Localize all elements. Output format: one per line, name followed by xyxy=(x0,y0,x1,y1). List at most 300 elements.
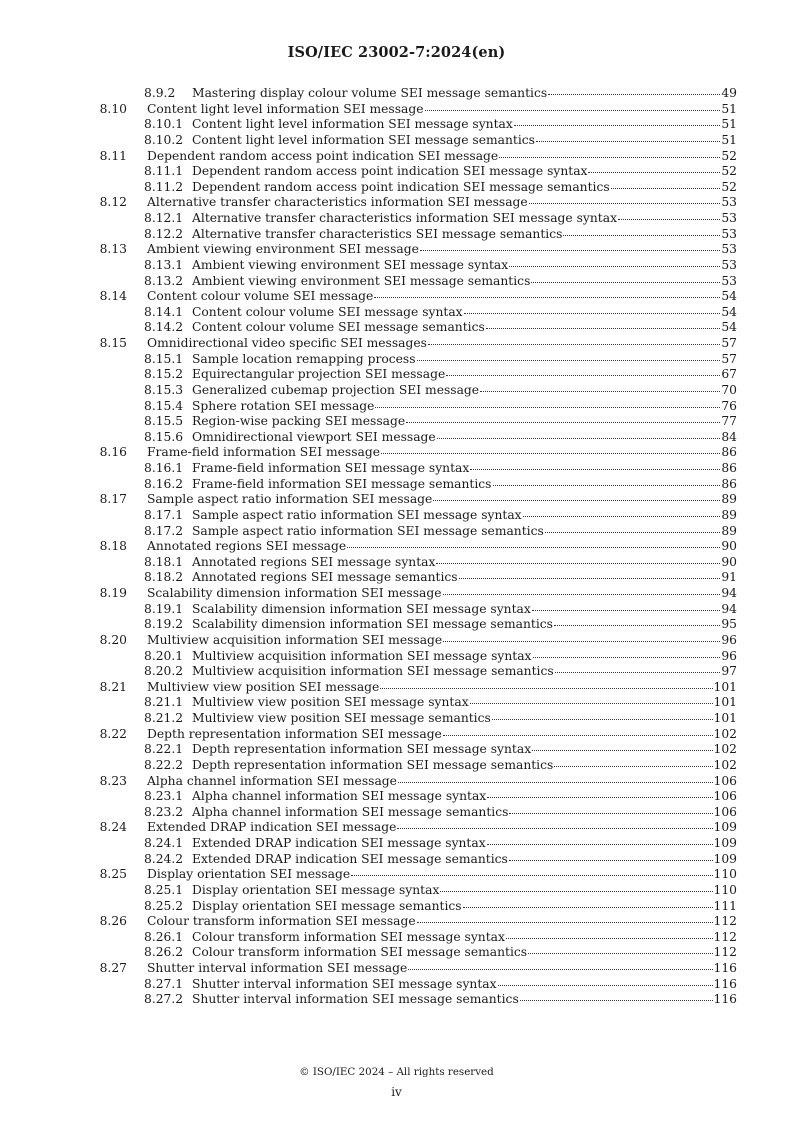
toc-entry-title: Multiview view position SEI message semantics xyxy=(192,711,491,725)
toc-page-number: 116 xyxy=(713,976,737,991)
toc-section-number: 8.11 xyxy=(99,148,127,163)
toc-entry[interactable] xyxy=(0,430,793,446)
toc-subsection-number: 8.27.2 xyxy=(144,992,184,1007)
toc-entry-body xyxy=(144,180,737,196)
toc-entry-title: Equirectangular projection SEI message xyxy=(192,367,446,382)
toc-entry-body xyxy=(147,633,737,649)
toc-dot-leader xyxy=(509,812,712,814)
toc-entry-body xyxy=(147,867,737,883)
toc-page-number: 101 xyxy=(713,695,737,710)
toc-subsection-number: 8.15.3 xyxy=(144,382,184,397)
toc-entry-title: Region-wise packing SEI message xyxy=(192,414,406,429)
toc-page-number: 54 xyxy=(721,320,737,335)
toc-entry-title: Content colour volume SEI message semantics xyxy=(192,320,485,335)
toc-entry[interactable] xyxy=(0,711,793,727)
toc-entry-body xyxy=(147,336,737,352)
toc-section-number: 8.27 xyxy=(99,961,127,975)
toc-page-number: 116 xyxy=(713,992,737,1007)
toc-entry[interactable] xyxy=(0,555,793,571)
toc-entry[interactable] xyxy=(0,758,793,774)
toc-section-number: 8.14 xyxy=(99,289,127,304)
toc-subsection-number: 8.25.2 xyxy=(144,898,184,913)
toc-entry-body xyxy=(147,445,737,461)
toc-subsection-number: 8.17.2 xyxy=(144,523,184,538)
toc-entry[interactable] xyxy=(0,336,793,352)
toc-dot-leader xyxy=(408,968,712,970)
toc-dot-leader xyxy=(563,234,720,236)
toc-entry-body xyxy=(144,461,737,477)
toc-page-number: 77 xyxy=(721,414,737,429)
toc-entry[interactable] xyxy=(0,836,793,852)
toc-entry-title: Content light level information SEI message syntax xyxy=(192,117,513,132)
toc-subsection-number: 8.13.1 xyxy=(144,257,184,272)
toc-entry-body xyxy=(144,555,737,571)
toc-entry-body xyxy=(147,102,737,118)
toc-entry-body xyxy=(144,320,737,336)
toc-entry[interactable] xyxy=(0,242,793,258)
toc-entry[interactable] xyxy=(0,539,793,555)
toc-entry[interactable] xyxy=(0,899,793,915)
toc-page-number: 86 xyxy=(721,476,737,491)
toc-subsection-number: 8.12.1 xyxy=(144,211,184,225)
toc-entry-body xyxy=(144,258,737,274)
toc-dot-leader xyxy=(618,218,720,220)
toc-entry[interactable] xyxy=(0,508,793,524)
toc-entry-title: Sphere rotation SEI message xyxy=(192,398,375,413)
toc-page-number: 106 xyxy=(713,804,737,819)
toc-entry-title: Dependent random access point indication SEI message semantics xyxy=(192,179,610,194)
toc-entry-title: Scalability dimension information SEI message semantics xyxy=(192,617,553,632)
toc-entry-body xyxy=(144,133,737,149)
toc-entry[interactable] xyxy=(0,383,793,399)
toc-dot-leader xyxy=(528,952,712,954)
table-of-contents xyxy=(0,86,793,1008)
toc-page-number: 54 xyxy=(721,289,737,304)
toc-dot-leader xyxy=(464,312,721,314)
toc-dot-leader xyxy=(533,656,721,658)
toc-subsection-number: 8.15.2 xyxy=(144,367,184,382)
toc-entry-body xyxy=(144,992,737,1008)
toc-entry[interactable] xyxy=(0,477,793,493)
toc-entry[interactable] xyxy=(0,992,793,1008)
toc-entry-title: Content light level information SEI message xyxy=(147,101,424,116)
toc-page-number: 112 xyxy=(713,929,737,944)
toc-page-number: 53 xyxy=(721,226,737,241)
toc-entry[interactable] xyxy=(0,492,793,508)
toc-entry[interactable] xyxy=(0,867,793,883)
toc-entry[interactable] xyxy=(0,914,793,930)
toc-entry[interactable] xyxy=(0,820,793,836)
toc-dot-leader xyxy=(529,202,721,204)
toc-entry-title: Alpha channel information SEI message xyxy=(147,773,397,788)
toc-entry[interactable] xyxy=(0,570,793,586)
toc-entry[interactable] xyxy=(0,367,793,383)
toc-page-number: 111 xyxy=(713,898,737,913)
toc-page-number: 67 xyxy=(721,367,737,382)
toc-dot-leader xyxy=(536,140,720,142)
toc-entry[interactable] xyxy=(0,133,793,149)
toc-subsection-number: 8.16.2 xyxy=(144,476,184,491)
toc-entry[interactable] xyxy=(0,524,793,540)
toc-dot-leader xyxy=(347,546,720,548)
toc-page-number: 51 xyxy=(721,117,737,132)
toc-entry-title: Alpha channel information SEI message semantics xyxy=(192,804,509,819)
toc-entry-title: Colour transform information SEI message syntax xyxy=(192,929,505,944)
toc-page-number: 51 xyxy=(721,101,737,116)
toc-entry-title: Multiview view position SEI message syntax xyxy=(192,695,469,710)
toc-entry[interactable] xyxy=(0,789,793,805)
toc-entry[interactable] xyxy=(0,320,793,336)
toc-page-number: 94 xyxy=(721,586,737,600)
toc-entry[interactable] xyxy=(0,852,793,868)
toc-entry[interactable] xyxy=(0,945,793,961)
toc-entry-body xyxy=(144,649,737,665)
toc-entry-title: Scalability dimension information SEI message xyxy=(147,586,442,600)
toc-entry[interactable] xyxy=(0,633,793,649)
toc-entry-title: Multiview acquisition information SEI message semantics xyxy=(192,664,554,679)
toc-section-number: 8.15 xyxy=(99,336,127,350)
toc-entry-title: Dependent random access point indication SEI message syntax xyxy=(192,164,588,179)
toc-page-number: 96 xyxy=(721,632,737,647)
toc-section-number: 8.16 xyxy=(99,445,127,460)
toc-entry-body xyxy=(144,477,737,493)
toc-entry-body xyxy=(144,352,737,368)
toc-dot-leader xyxy=(532,609,721,611)
copyright-notice: © ISO/IEC 2024 – All rights reserved xyxy=(299,1066,494,1078)
toc-entry[interactable] xyxy=(0,164,793,180)
toc-page-number: 86 xyxy=(721,461,737,475)
toc-entry-body xyxy=(144,758,737,774)
toc-dot-leader xyxy=(555,671,721,673)
toc-subsection-number: 8.14.2 xyxy=(144,320,184,335)
toc-section-number: 8.21 xyxy=(99,679,127,694)
toc-entry[interactable] xyxy=(0,149,793,165)
toc-page-number: 89 xyxy=(721,492,737,507)
toc-entry-title: Display orientation SEI message xyxy=(147,867,351,882)
toc-entry[interactable] xyxy=(0,274,793,290)
toc-subsection-number: 8.19.2 xyxy=(144,617,184,632)
toc-dot-leader xyxy=(611,187,721,189)
toc-page-number: 101 xyxy=(713,711,737,725)
toc-entry-body xyxy=(144,836,737,852)
toc-entry-body xyxy=(144,211,737,227)
toc-dot-leader xyxy=(487,796,712,798)
toc-entry[interactable] xyxy=(0,289,793,305)
toc-entry-title: Ambient viewing environment SEI message xyxy=(147,242,419,257)
toc-entry-body xyxy=(144,508,737,524)
toc-entry[interactable] xyxy=(0,977,793,993)
toc-page-number: 76 xyxy=(721,398,737,413)
toc-dot-leader xyxy=(443,640,720,642)
toc-entry[interactable] xyxy=(0,399,793,415)
toc-entry[interactable] xyxy=(0,211,793,227)
toc-entry-body xyxy=(147,492,737,508)
toc-dot-leader xyxy=(425,109,721,111)
toc-dot-leader xyxy=(440,890,712,892)
toc-entry-title: Ambient viewing environment SEI message semantics xyxy=(192,273,531,288)
toc-page-number: 101 xyxy=(713,679,737,694)
toc-dot-leader xyxy=(545,531,721,533)
toc-entry-body xyxy=(144,617,737,633)
toc-page-number: 53 xyxy=(721,273,737,288)
toc-subsection-number: 8.22.1 xyxy=(144,742,184,757)
toc-page-number: 52 xyxy=(721,148,737,163)
toc-entry-body xyxy=(147,727,737,743)
toc-subsection-number: 8.26.1 xyxy=(144,929,184,944)
toc-dot-leader xyxy=(486,327,721,329)
toc-page-number: 106 xyxy=(713,773,737,788)
toc-entry[interactable] xyxy=(0,602,793,618)
toc-entry[interactable] xyxy=(0,195,793,211)
toc-section-number: 8.12 xyxy=(99,195,127,210)
toc-entry-body xyxy=(147,242,737,258)
toc-entry-title: Extended DRAP indication SEI message xyxy=(147,820,397,835)
toc-dot-leader xyxy=(470,468,720,470)
toc-dot-leader xyxy=(443,593,721,595)
toc-entry-title: Display orientation SEI message semantics xyxy=(192,898,462,913)
toc-entry-body xyxy=(144,602,737,618)
toc-entry-title: Colour transform information SEI message semantics xyxy=(192,945,528,960)
toc-dot-leader xyxy=(446,374,720,376)
toc-dot-leader xyxy=(499,156,720,158)
toc-entry[interactable] xyxy=(0,352,793,368)
toc-entry-title: Extended DRAP indication SEI message syntax xyxy=(192,836,486,850)
toc-dot-leader xyxy=(554,624,720,626)
toc-section-number: 8.26 xyxy=(99,914,127,929)
toc-subsection-number: 8.20.2 xyxy=(144,664,184,679)
toc-entry[interactable] xyxy=(0,617,793,633)
toc-entry-body xyxy=(144,117,737,133)
toc-page-number: 84 xyxy=(721,429,737,444)
toc-entry[interactable] xyxy=(0,414,793,430)
toc-page-number: 110 xyxy=(713,867,737,882)
toc-dot-leader xyxy=(509,859,713,861)
toc-entry-title: Content colour volume SEI message xyxy=(147,289,374,304)
toc-subsection-number: 8.11.2 xyxy=(144,179,184,194)
toc-dot-leader xyxy=(437,437,721,439)
toc-dot-leader xyxy=(381,452,720,454)
toc-dot-leader xyxy=(374,296,720,298)
toc-page-number: 57 xyxy=(721,351,737,366)
toc-dot-leader xyxy=(417,921,713,923)
toc-entry-title: Alternative transfer characteristics SEI message semantics xyxy=(192,226,563,241)
toc-entry[interactable] xyxy=(0,774,793,790)
toc-entry-body xyxy=(144,852,737,868)
toc-page-number: 112 xyxy=(713,945,737,960)
toc-entry-title: Annotated regions SEI message xyxy=(147,539,347,554)
toc-dot-leader xyxy=(554,765,712,767)
toc-entry-body xyxy=(147,774,737,790)
toc-page-number: 49 xyxy=(721,86,737,100)
toc-entry-title: Frame-field information SEI message semantics xyxy=(192,476,492,491)
toc-entry-body xyxy=(144,945,737,961)
toc-subsection-number: 8.21.2 xyxy=(144,711,184,725)
toc-page-number: 86 xyxy=(721,445,737,460)
toc-page-number: 110 xyxy=(713,882,737,897)
toc-subsection-number: 8.9.2 xyxy=(144,86,176,100)
toc-page-number: 89 xyxy=(721,523,737,538)
toc-entry-body xyxy=(144,399,737,415)
toc-page-number: 57 xyxy=(721,336,737,350)
toc-dot-leader xyxy=(548,93,720,95)
toc-entry-title: Ambient viewing environment SEI message syntax xyxy=(192,257,509,272)
toc-page-number: 112 xyxy=(713,914,737,929)
toc-entry[interactable] xyxy=(0,805,793,821)
page-number: iv xyxy=(391,1085,402,1099)
toc-entry-title: Depth representation information SEI message syntax xyxy=(192,742,532,757)
toc-entry[interactable] xyxy=(0,695,793,711)
toc-entry[interactable] xyxy=(0,180,793,196)
toc-entry[interactable] xyxy=(0,930,793,946)
toc-page-number: 94 xyxy=(721,601,737,616)
toc-entry-title: Alternative transfer characteristics information SEI message syntax xyxy=(192,211,618,225)
toc-page-number: 90 xyxy=(721,539,737,554)
toc-page-number: 96 xyxy=(721,648,737,663)
toc-entry-body xyxy=(144,383,737,399)
toc-entry[interactable] xyxy=(0,742,793,758)
toc-entry-title: Multiview acquisition information SEI message xyxy=(147,632,443,647)
toc-entry-title: Alternative transfer characteristics information SEI message xyxy=(147,195,528,210)
toc-page-number: 102 xyxy=(713,757,737,772)
toc-page-number: 109 xyxy=(713,851,737,866)
toc-dot-leader xyxy=(492,718,713,720)
toc-dot-leader xyxy=(470,702,713,704)
toc-entry-title: Omnidirectional video specific SEI messages xyxy=(147,336,427,350)
toc-entry-title: Generalized cubemap projection SEI message xyxy=(192,382,480,397)
toc-entry-title: Shutter interval information SEI message xyxy=(147,961,408,975)
toc-dot-leader xyxy=(463,906,713,908)
toc-entry[interactable] xyxy=(0,86,793,102)
toc-entry[interactable] xyxy=(0,883,793,899)
toc-entry-body xyxy=(144,430,737,446)
toc-subsection-number: 8.26.2 xyxy=(144,945,184,960)
toc-section-number: 8.13 xyxy=(99,242,127,257)
toc-entry-title: Annotated regions SEI message syntax xyxy=(192,554,436,569)
toc-subsection-number: 8.23.2 xyxy=(144,804,184,819)
toc-subsection-number: 8.22.2 xyxy=(144,757,184,772)
toc-section-number: 8.10 xyxy=(99,101,127,116)
toc-section-number: 8.24 xyxy=(99,820,127,835)
toc-entry-body xyxy=(144,227,737,243)
toc-entry-body xyxy=(147,961,737,977)
toc-entry-title: Multiview view position SEI message xyxy=(147,679,380,694)
toc-entry[interactable] xyxy=(0,586,793,602)
toc-subsection-number: 8.12.2 xyxy=(144,226,184,241)
toc-entry-body xyxy=(144,711,737,727)
toc-entry-title: Multiview acquisition information SEI message syntax xyxy=(192,648,532,663)
toc-dot-leader xyxy=(351,874,712,876)
toc-entry-body xyxy=(147,820,737,836)
toc-section-number: 8.22 xyxy=(99,726,127,741)
toc-page-number: 53 xyxy=(721,211,737,225)
toc-page-number: 51 xyxy=(721,132,737,147)
toc-entry[interactable] xyxy=(0,727,793,743)
toc-section-number: 8.25 xyxy=(99,867,127,882)
toc-entry[interactable] xyxy=(0,664,793,680)
toc-subsection-number: 8.15.4 xyxy=(144,398,184,413)
toc-dot-leader xyxy=(420,249,720,251)
toc-entry[interactable] xyxy=(0,227,793,243)
toc-entry[interactable] xyxy=(0,117,793,133)
toc-subsection-number: 8.17.1 xyxy=(144,507,184,522)
toc-entry[interactable] xyxy=(0,258,793,274)
toc-subsection-number: 8.23.1 xyxy=(144,789,184,804)
toc-entry-title: Omnidirectional viewport SEI message xyxy=(192,429,436,444)
toc-entry[interactable] xyxy=(0,102,793,118)
toc-entry-body xyxy=(144,524,737,540)
toc-page-number: 95 xyxy=(721,617,737,632)
toc-dot-leader xyxy=(520,999,713,1001)
toc-entry-body xyxy=(144,664,737,680)
toc-dot-leader xyxy=(509,265,720,267)
toc-entry-body xyxy=(144,899,737,915)
toc-entry-body xyxy=(144,86,737,102)
toc-entry-body xyxy=(144,164,737,180)
toc-page-number: 106 xyxy=(713,789,737,804)
toc-entry[interactable] xyxy=(0,961,793,977)
toc-subsection-number: 8.24.2 xyxy=(144,851,184,866)
toc-subsection-number: 8.15.5 xyxy=(144,414,184,429)
toc-subsection-number: 8.21.1 xyxy=(144,695,184,710)
toc-subsection-number: 8.16.1 xyxy=(144,461,184,475)
toc-section-number: 8.19 xyxy=(99,586,127,600)
toc-entry-body xyxy=(144,805,737,821)
toc-entry[interactable] xyxy=(0,680,793,696)
toc-entry[interactable] xyxy=(0,461,793,477)
toc-entry[interactable] xyxy=(0,649,793,665)
toc-dot-leader xyxy=(514,124,721,126)
toc-dot-leader xyxy=(493,484,721,486)
toc-dot-leader xyxy=(480,390,720,392)
toc-page-number: 70 xyxy=(721,382,737,397)
toc-subsection-number: 8.24.1 xyxy=(144,836,184,850)
toc-subsection-number: 8.18.1 xyxy=(144,554,184,569)
toc-entry-body xyxy=(144,414,737,430)
toc-dot-leader xyxy=(406,421,720,423)
toc-page-number: 53 xyxy=(721,257,737,272)
toc-entry[interactable] xyxy=(0,305,793,321)
toc-section-number: 8.23 xyxy=(99,773,127,788)
toc-entry-title: Alpha channel information SEI message syntax xyxy=(192,789,487,804)
toc-subsection-number: 8.15.6 xyxy=(144,429,184,444)
toc-dot-leader xyxy=(487,843,713,845)
toc-entry-title: Sample location remapping process xyxy=(192,351,416,366)
toc-entry-title: Frame-field information SEI message xyxy=(147,445,381,460)
toc-subsection-number: 8.15.1 xyxy=(144,351,184,366)
toc-page-number: 52 xyxy=(721,164,737,179)
toc-entry-body xyxy=(144,977,737,993)
toc-entry-body xyxy=(144,742,737,758)
toc-dot-leader xyxy=(433,499,720,501)
toc-page-number: 52 xyxy=(721,179,737,194)
toc-subsection-number: 8.14.1 xyxy=(144,304,184,319)
toc-entry-body xyxy=(147,195,737,211)
toc-dot-leader xyxy=(443,734,713,736)
toc-entry-title: Mastering display colour volume SEI message semantics xyxy=(192,86,548,100)
toc-subsection-number: 8.25.1 xyxy=(144,882,184,897)
toc-entry-title: Sample aspect ratio information SEI message semantics xyxy=(192,523,544,538)
toc-dot-leader xyxy=(498,984,713,986)
toc-dot-leader xyxy=(417,359,721,361)
toc-entry-title: Content light level information SEI message semantics xyxy=(192,132,535,147)
toc-subsection-number: 8.19.1 xyxy=(144,601,184,616)
toc-entry[interactable] xyxy=(0,445,793,461)
toc-entry-body xyxy=(144,695,737,711)
toc-entry-body xyxy=(147,586,737,602)
toc-section-number: 8.18 xyxy=(99,539,127,554)
toc-page-number: 116 xyxy=(713,961,737,975)
toc-page-number: 109 xyxy=(713,820,737,835)
